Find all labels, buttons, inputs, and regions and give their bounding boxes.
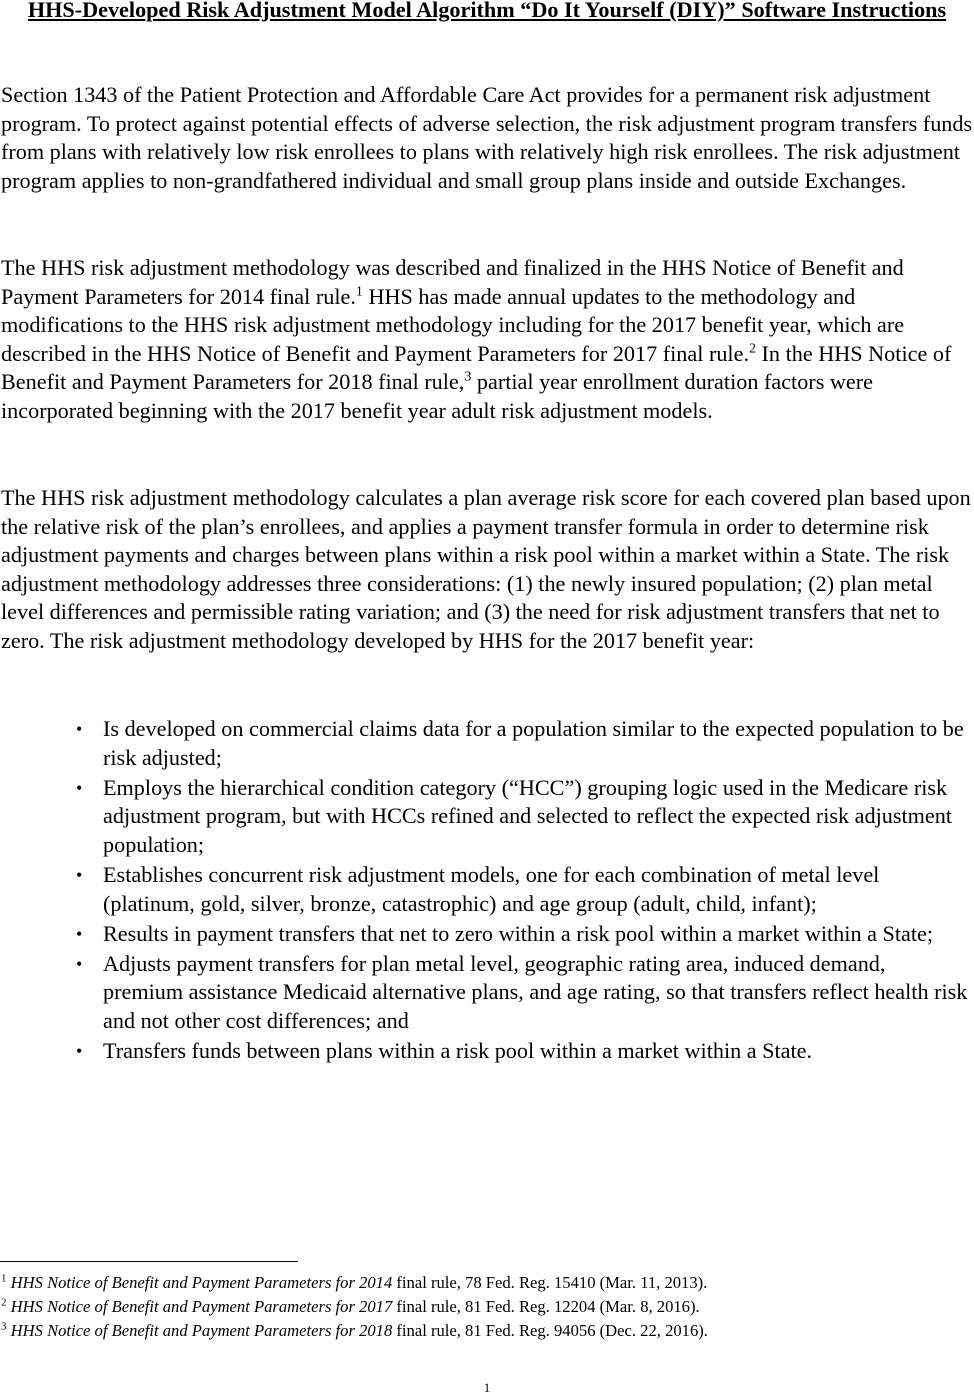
footnote-1 [1,1271,971,1295]
footnote-divider [0,1261,298,1262]
list-item-text: Is developed on commercial claims data for a population similar to the expected population to be risk adjusted; [103,716,964,770]
list-item [70,774,970,860]
paragraph-text: The HHS risk adjustment methodology was described and finalized in the HHS Notice of Benefit and Payment Parameters for 2014 final rule. [1,255,904,309]
bullet-icon: • [76,923,83,944]
bullet-icon: • [76,777,83,798]
list-item-text: Results in payment transfers that net to zero within a risk pool within a market within a State; [103,920,934,946]
paragraph-methodology-overview: The HHS risk adjustment methodology calculates a plan average risk score for each covered plan based upon the relative risk of the plan’s enrollees, and applies a payment transfer formula in order to determine risk adjustment payments and charges between plans within a risk pool within a market within a State. The risk adjustment methodology addresses three considerations: (1) the newly insured population; (2) plan metal level differences and permissible rating variation; and (3) the need for risk adjustment transfers that net to zero. The risk adjustment methodology developed by HHS for the 2017 benefit year: [1,485,971,653]
footnote-number: 3 [1,1320,7,1333]
footnote-citation: final rule, 81 Fed. Reg. 94056 (Dec. 22, 2016). [392,1321,708,1340]
footnotes [1,1271,971,1343]
list-item-text: Establishes concurrent risk adjustment models, one for each combination of metal level (platinum, gold, silver, bronze, catastrophic) and age group (adult, child, infant); [103,861,880,916]
paragraph-methodology-history [1,254,974,426]
footnote-rule-title: HHS Notice of Benefit and Payment Parameters for 2017 [10,1297,393,1316]
footnote-citation: final rule, 81 Fed. Reg. 12204 (Mar. 8, 2016). [392,1297,700,1316]
list-item [70,950,970,1036]
list-item [70,920,970,949]
footnote-3 [1,1319,971,1343]
footnote-number: 2 [1,1296,7,1309]
list-item [70,715,970,772]
footnote-rule-title: HHS Notice of Benefit and Payment Parameters for 2018 [10,1321,393,1340]
bullet-icon: • [76,1041,83,1062]
methodology-bullet-list [70,715,970,1067]
bullet-icon: • [76,864,83,885]
bullet-icon: • [76,719,83,739]
footnote-2 [1,1295,971,1319]
footnote-ref-3[interactable]: 3 [464,369,472,385]
list-item [70,861,970,918]
footnote-number: 1 [1,1272,7,1285]
paragraph-text: In the HHS Notice of Benefit and Payment Parameters for 2018 final rule, [1,340,952,395]
footnote-ref-2[interactable]: 2 [749,341,756,357]
bullet-icon: • [76,953,83,974]
list-item-text: Adjusts payment transfers for plan metal level, geographic rating area, induced demand, premium assistance Medicaid alternative plans, and age rating, so that transfers reflect health risk and not other cost differences; and [103,950,968,1033]
list-item [70,1037,970,1066]
footnote-rule-title: HHS Notice of Benefit and Payment Parameters for 2014 [10,1273,393,1292]
document-title: HHS-Developed Risk Adjustment Model Algorithm “Do It Yourself (DIY)” Software Instructions [27,0,947,22]
paragraph-text: HHS has made annual updates to the methodology and modifications to the HHS risk adjustment methodology including for the 2017 benefit year, which are described in the HHS Notice of Benefit and Payment Parameters for 2017 final rule. [1,283,905,366]
page-number: 1 [483,1380,491,1395]
list-item-text: Transfers funds between plans within a risk pool within a market within a State. [103,1038,813,1064]
paragraph-text: partial year enrollment duration factors were incorporated beginning with the 2017 benefit year adult risk adjustment models. [1,369,873,423]
footnote-citation: final rule, 78 Fed. Reg. 15410 (Mar. 11, 2013). [392,1273,708,1292]
footnote-ref-1[interactable]: 1 [355,284,363,300]
paragraph-intro: Section 1343 of the Patient Protection and Affordable Care Act provides for a permanent risk adjustment program. To protect against potential effects of adverse selection, the risk adjustment program transfers funds from plans with relatively low risk enrollees to plans with relatively high risk enrollees. The risk adjustment program applies to non-grandfathered individual and small group plans inside and outside Exchanges. [1,82,973,193]
list-item-text: Employs the hierarchical condition category (“HCC”) grouping logic used in the Medicare risk adjustment program, but with HCCs refined and selected to reflect the expected risk adjustment population; [103,774,953,857]
